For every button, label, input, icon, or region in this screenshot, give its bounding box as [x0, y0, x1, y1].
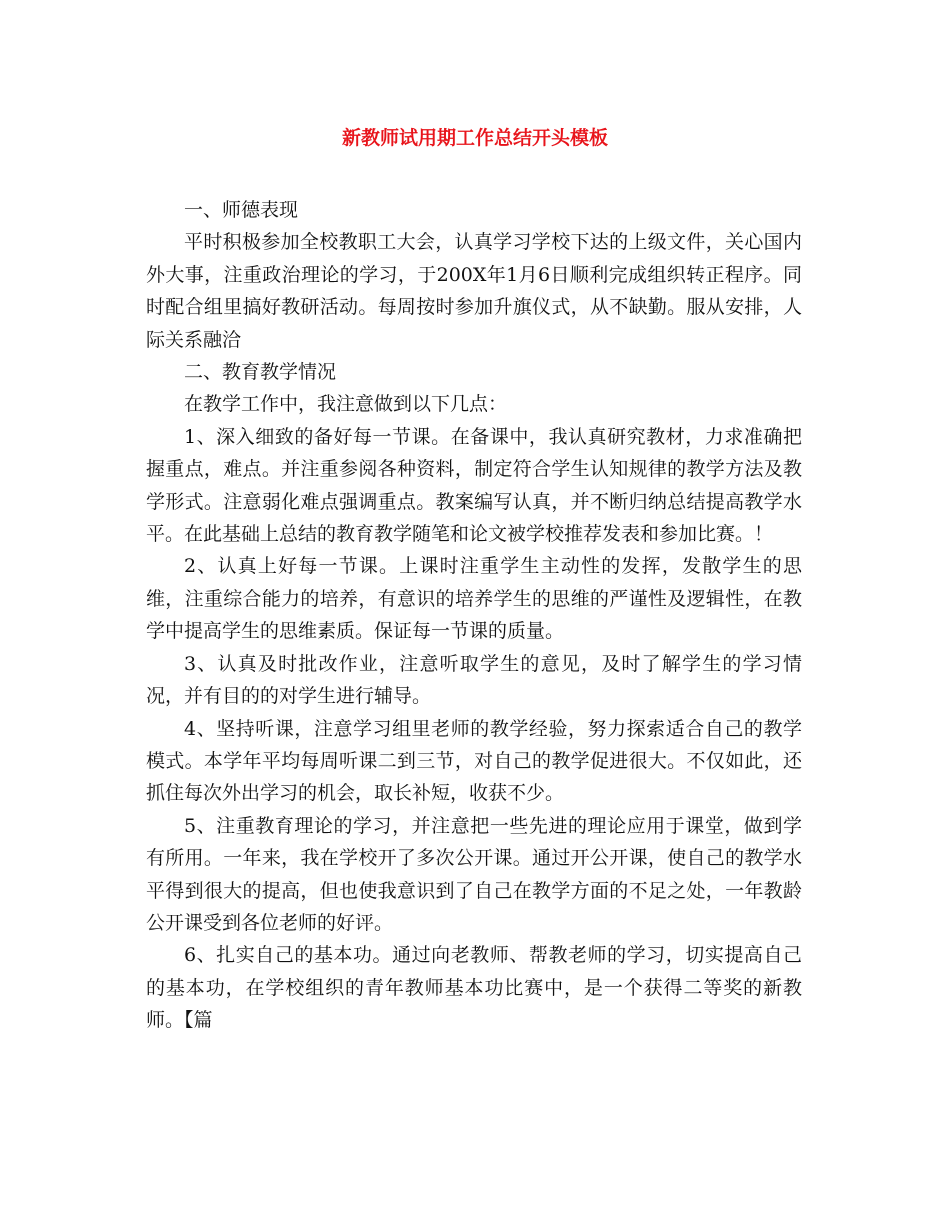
document-body — [146, 194, 802, 1037]
section-heading-teaching: 二、教育教学情况 — [184, 361, 337, 384]
paragraph-item-5: 5、注重教育理论的学习，并注意把一些先进的理论应用于课堂，做到学有所用。一年来，我在学校开了多次公开课。通过开公开课，使自己的教学水平得到很大的提高，但也使我意识到了自己在教学方面的不足之处，一年教龄公开课受到各位老师的好评。 — [146, 814, 802, 934]
paragraph-item-2: 2、认真上好每一节课。上课时注重学生主动性的发挥，发散学生的思维，注重综合能力的培养，有意识的培养学生的思维的严谨性及逻辑性，在教学中提高学生的思维素质。保证每一节课的质量。 — [146, 555, 802, 643]
paragraph-item-3: 3、认真及时批改作业，注意听取学生的意见，及时了解学生的学习情况，并有目的的对学生进行辅导。 — [146, 652, 802, 708]
document-title: 新教师试用期工作总结开头模板 — [341, 127, 608, 149]
paragraph-item-4: 4、坚持听课，注意学习组里老师的教学经验，努力探索适合自己的教学模式。本学年平均每周听课二到三节，对自己的教学促进很大。不仅如此，还抓住每次外出学习的机会，取长补短，收获不少。 — [146, 717, 802, 805]
paragraph-item-1: 1、深入细致的备好每一节课。在备课中，我认真研究教材，力求准确把握重点，难点。并注重参阅各种资料，制定符合学生认知规律的教学方法及教学形式。注意弱化难点强调重点。教案编写认真，并不断归纳总结提高教学水平。在此基础上总结的教育教学随笔和论文被学校推荐发表和参加比赛。！ — [146, 425, 802, 546]
paragraph-intro: 在教学工作中，我注意做到以下几点： — [184, 393, 508, 416]
paragraph-ethics: 平时积极参加全校教职工大会，认真学习学校下达的上级文件，关心国内外大事，注重政治理论的学习，于200X年1月6日顺利完成组织转正程序。同时配合组里搞好教研活动。每周按时参加升旗仪式，从不缺勤。服从安排，人际关系融洽 — [146, 231, 802, 351]
section-heading-ethics: 一、师德表现 — [184, 199, 299, 221]
paragraph-item-6: 6、扎实自己的基本功。通过向老教师、帮教老师的学习，切实提高自己的基本功，在学校组织的青年教师基本功比赛中，是一个获得二等奖的新教师。【篇 — [146, 944, 802, 1032]
